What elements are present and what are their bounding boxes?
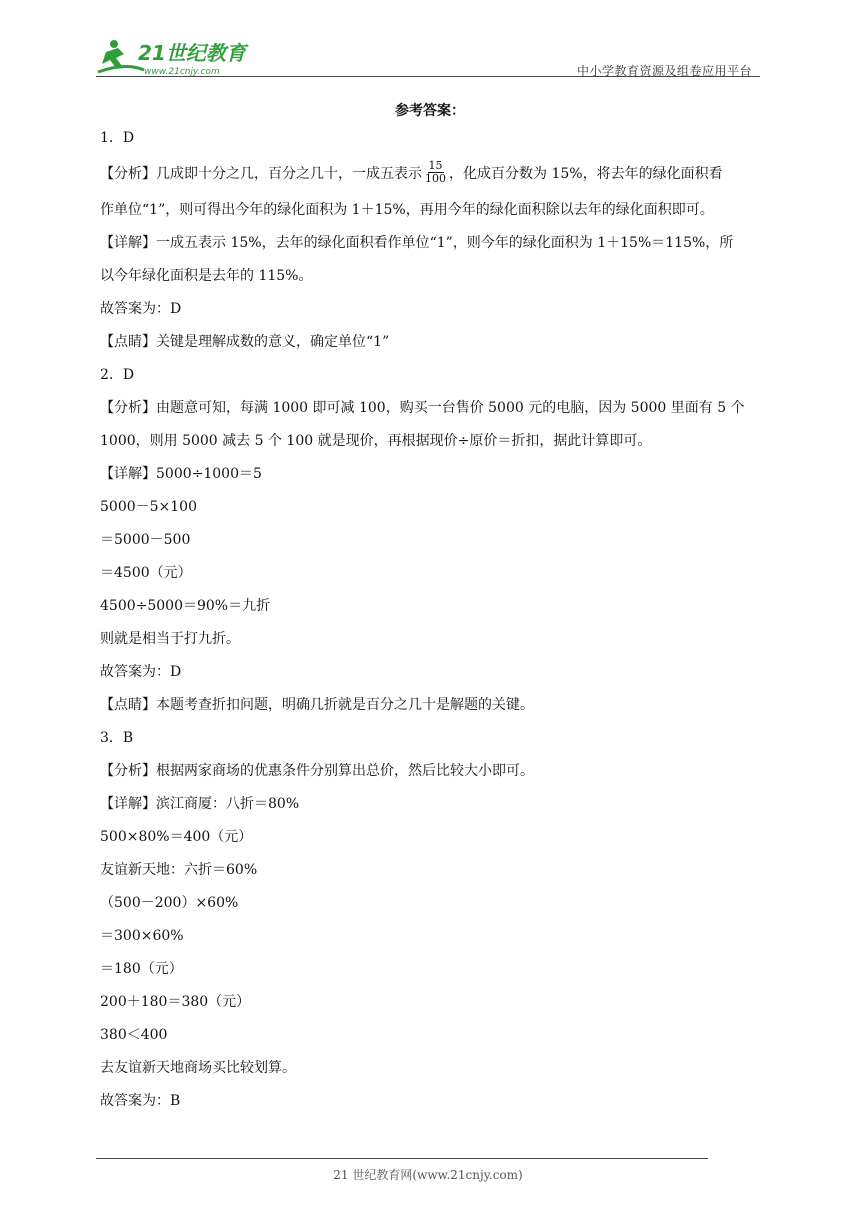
q1-analysis-text-b: ，化成百分数为 15%，将去年的绿化面积看 xyxy=(449,166,723,182)
q1-comment: 【点睛】关键是理解成数的意义，确定单位“1” xyxy=(100,334,390,350)
q3-calc-1: 500×80%＝400（元） xyxy=(100,829,253,845)
page-header xyxy=(96,28,760,80)
site-logo xyxy=(96,36,266,76)
q2-calc-2: ＝5000－500 xyxy=(100,532,191,548)
q1-answer: 故答案为：D xyxy=(100,301,182,317)
fraction xyxy=(424,160,447,185)
q3-answer: 故答案为：B xyxy=(100,1093,181,1109)
q2-calc-4: 4500÷5000＝90%＝九折 xyxy=(100,598,271,614)
q1-detail-line-1: 【详解】一成五表示 15%，去年的绿化面积看作单位“1”，则今年的绿化面积为 1＋15%＝115%，所 xyxy=(100,235,734,251)
q2-analysis-line-2: 1000，则用 5000 减去 5 个 100 就是现价，再根据现价÷原价＝折扣，据此计算即可。 xyxy=(100,433,652,449)
q3-calc-6: 200＋180＝380（元） xyxy=(100,994,251,1010)
footer-divider xyxy=(96,1158,708,1159)
fraction-numerator: 15 xyxy=(428,158,443,172)
page-title: 参考答案： xyxy=(395,103,465,119)
q2-detail: 【详解】5000÷1000＝5 xyxy=(100,466,262,482)
q2-answer: 故答案为：D xyxy=(100,664,182,680)
svg-text:21世纪教育: 21世纪教育 xyxy=(138,41,246,65)
q3-calc-4: ＝300×60% xyxy=(100,928,184,944)
answer-content xyxy=(100,128,764,1111)
platform-name: 中小学教育资源及组卷应用平台 xyxy=(576,64,752,78)
q3-calc-5: ＝180（元） xyxy=(100,961,183,977)
q1-analysis-line xyxy=(100,158,764,187)
page-footer: 21 世纪教育网(www.21cnjy.com) xyxy=(333,1168,523,1182)
q3-number: 3．B xyxy=(100,730,134,746)
fraction-denominator: 100 xyxy=(425,171,446,185)
q2-calc-1: 5000－5×100 xyxy=(100,499,197,515)
header-divider xyxy=(96,76,760,77)
q1-number: 1．D xyxy=(100,130,135,146)
q2-comment: 【点睛】本题考查折扣问题，明确几折就是百分之几十是解题的关键。 xyxy=(100,697,534,713)
q1-analysis-line-2: 作单位“1”，则可得出今年的绿化面积为 1＋15%，再用今年的绿化面积除以去年的绿化面积即可。 xyxy=(100,202,714,218)
q1-analysis-text-a: 【分析】几成即十分之几，百分之几十，一成五表示 xyxy=(100,166,422,182)
q1-detail-line-2: 以今年绿化面积是去年的 115%。 xyxy=(100,268,313,284)
svg-text:www.21cnjy.com: www.21cnjy.com xyxy=(144,67,220,77)
q3-calc-7: 380＜400 xyxy=(100,1027,168,1043)
q2-conclusion: 则就是相当于打九折。 xyxy=(100,631,240,647)
q3-conclusion: 去友谊新天地商场买比较划算。 xyxy=(100,1060,296,1076)
q3-detail: 【详解】滨江商厦：八折＝80% xyxy=(100,796,300,812)
q3-calc-2: 友谊新天地：六折＝60% xyxy=(100,862,258,878)
q2-number: 2．D xyxy=(100,367,135,383)
q2-calc-3: ＝4500（元） xyxy=(100,565,192,581)
q2-analysis-line-1: 【分析】由题意可知，每满 1000 即可减 100，购买一台售价 5000 元的电脑，因为 5000 里面有 5 个 xyxy=(100,400,745,416)
q3-analysis: 【分析】根据两家商场的优惠条件分别算出总价，然后比较大小即可。 xyxy=(100,763,534,779)
q3-calc-3: （500－200）×60% xyxy=(100,895,239,911)
